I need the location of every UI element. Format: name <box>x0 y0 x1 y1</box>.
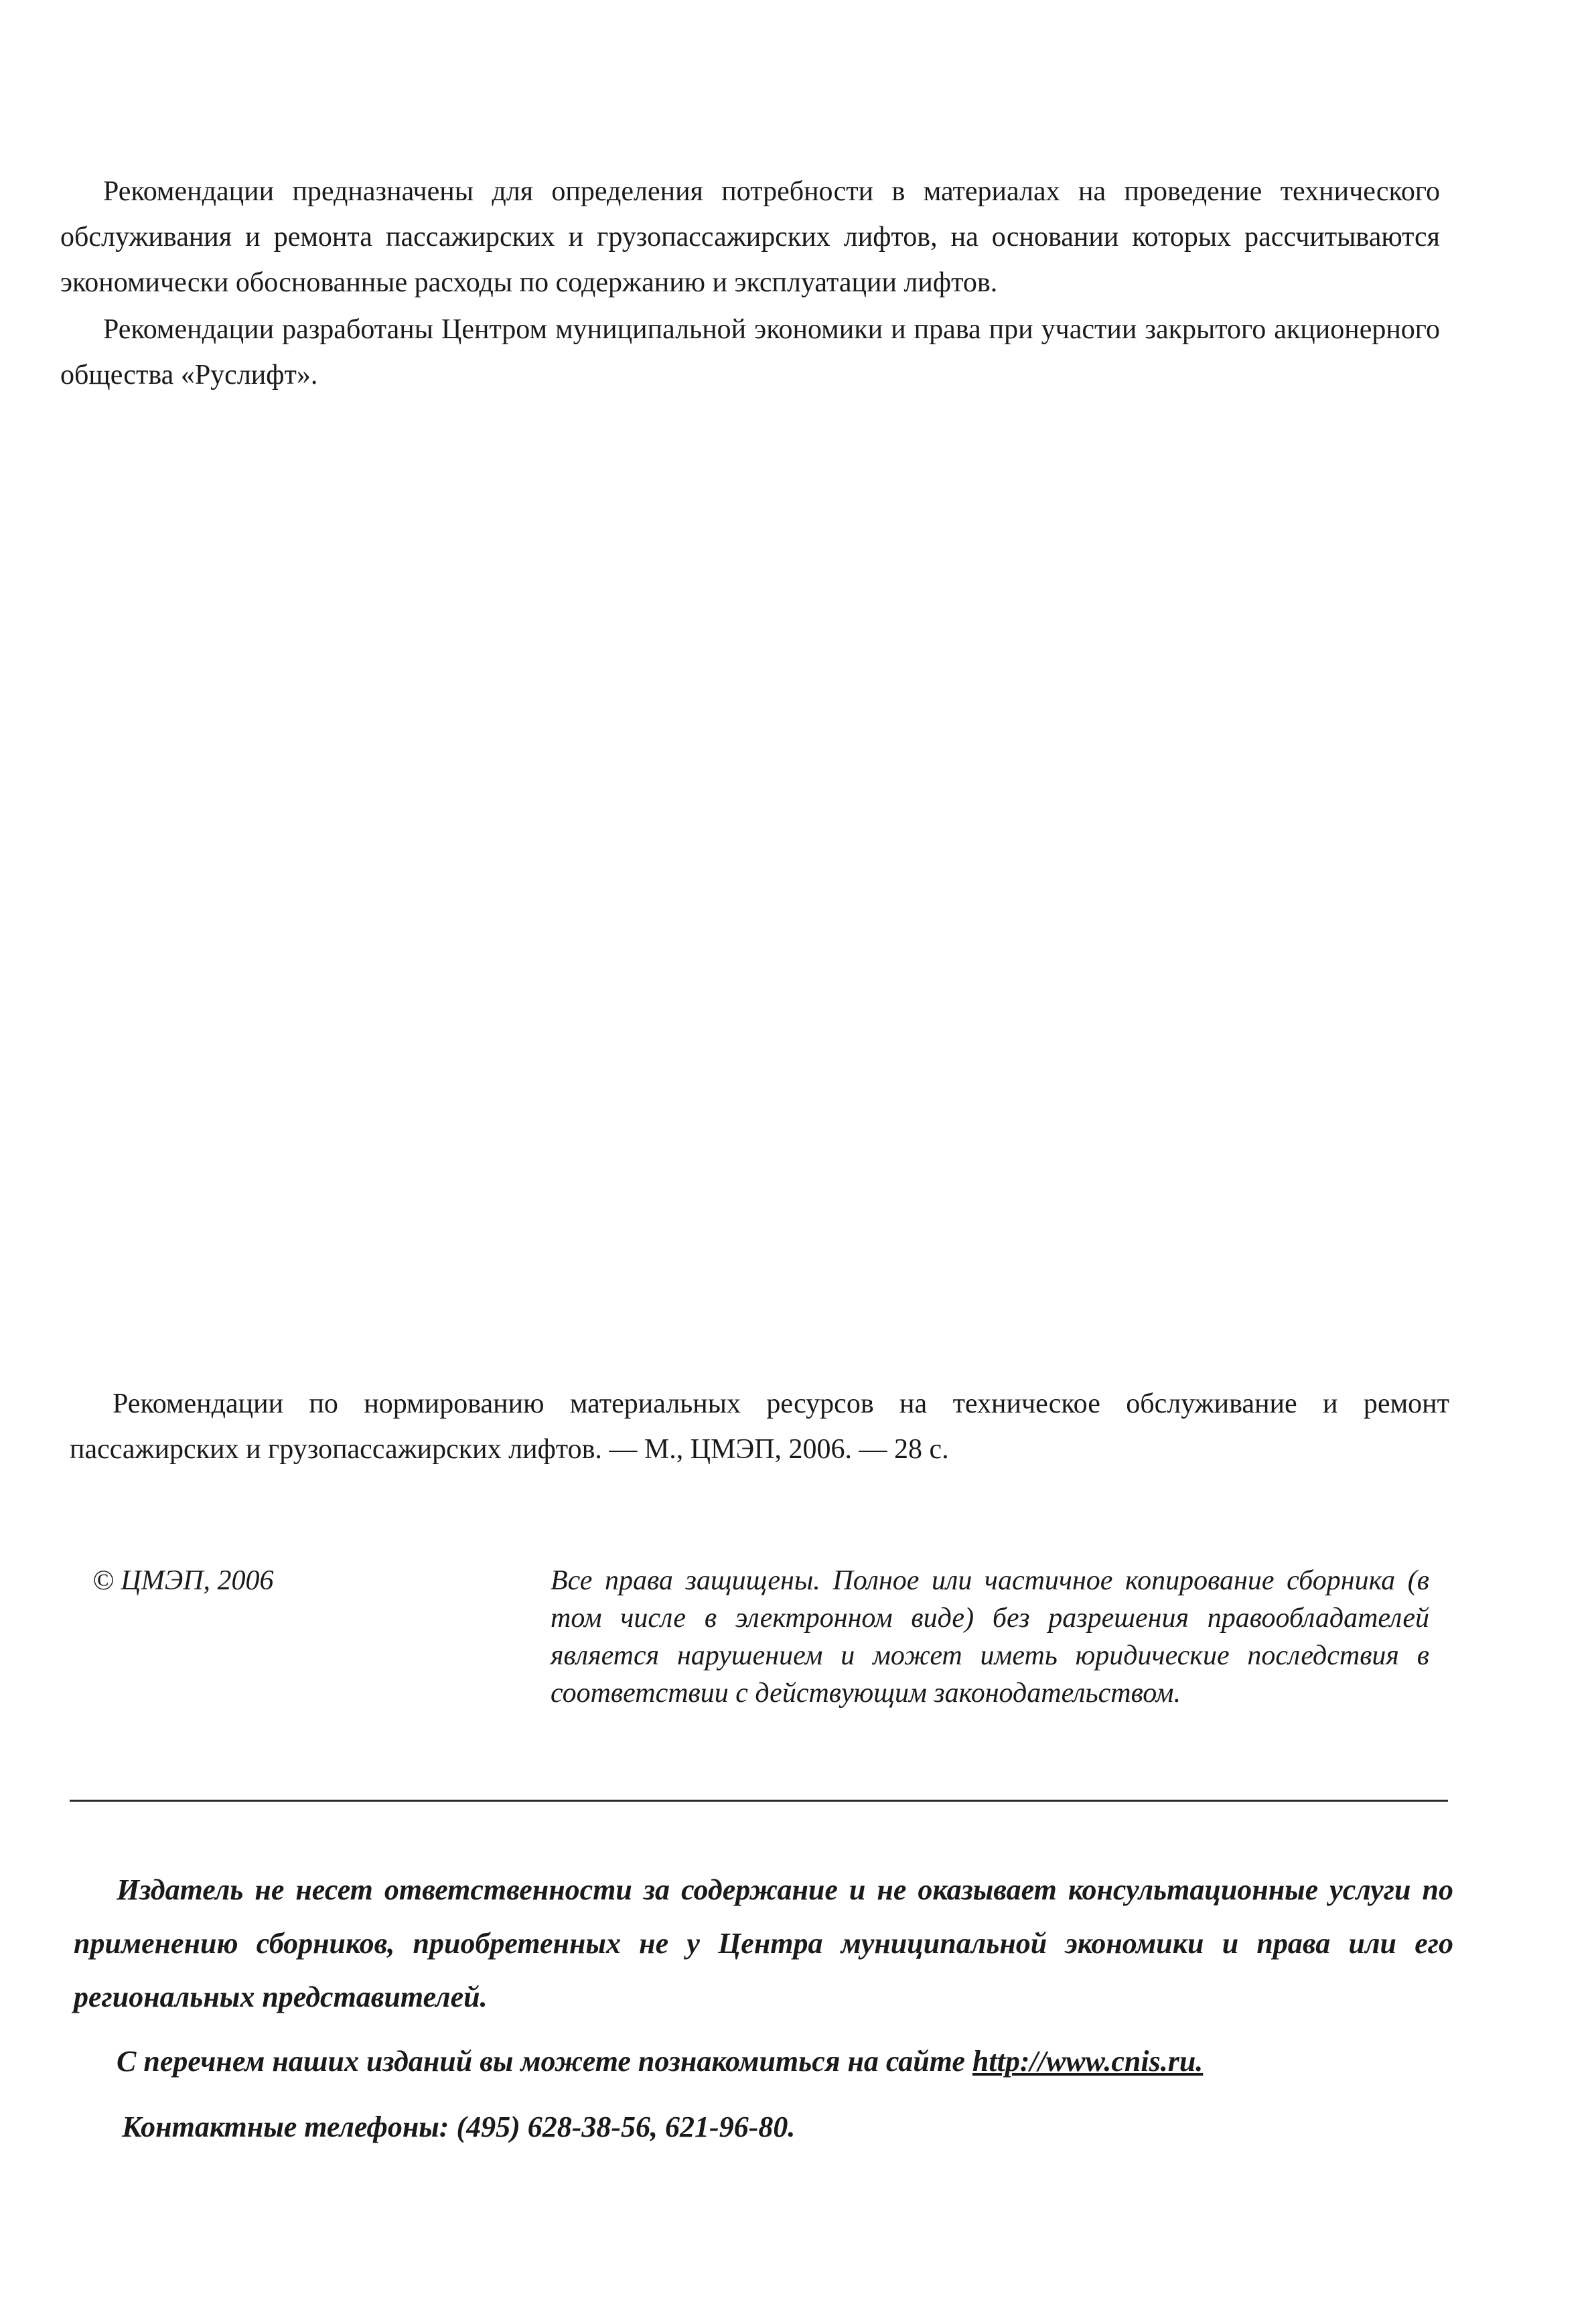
publisher-disclaimer: Издатель не несет ответственности за содержание и не оказывает консультационные услуги по применению сборников, приобретенных не у Центра муниципальной экономики и права или его региональных представителей. <box>74 1873 1453 2013</box>
contact-phones: Контактные телефоны: (495) 628-38-56, 621-96-80. <box>122 2110 796 2143</box>
intro-paragraph-authors: Рекомендации разработаны Центром муниципальной экономики и права при участии закрытого акционерного общества «Руслифт». <box>60 314 1440 390</box>
website-link[interactable]: http://www.cnis.ru. <box>972 2045 1204 2078</box>
rights-statement: Все права защищены. Полное или частичное копирование сборника (в том числе в электронном виде) без разрешения правообладателей является нарушением и может иметь юридические последствия в соответствии с действующим законодательством. <box>551 1565 1429 1709</box>
bibliographic-citation: Рекомендации по нормированию материальных ресурсов на техническое обслуживание и ремонт пассажирских и грузопассажирских лифтов. — М., ЦМЭП, 2006. — 28 с. <box>70 1388 1449 1465</box>
section-divider <box>70 1800 1448 1802</box>
catalog-notice-text: С перечнем наших изданий вы можете познакомиться на сайте <box>117 2045 972 2078</box>
intro-paragraph-purpose: Рекомендации предназначены для определения потребности в материалах на проведение технического обслуживания и ремонта пассажирских и грузопассажирских лифтов, на основании которых рассчитываются экономически обоснованные расходы по содержанию и эксплуатации лифтов. <box>60 176 1440 298</box>
catalog-notice <box>117 2041 1456 2082</box>
copyright-holder: © ЦМЭП, 2006 <box>92 1565 274 1596</box>
intro-section <box>60 169 1440 398</box>
